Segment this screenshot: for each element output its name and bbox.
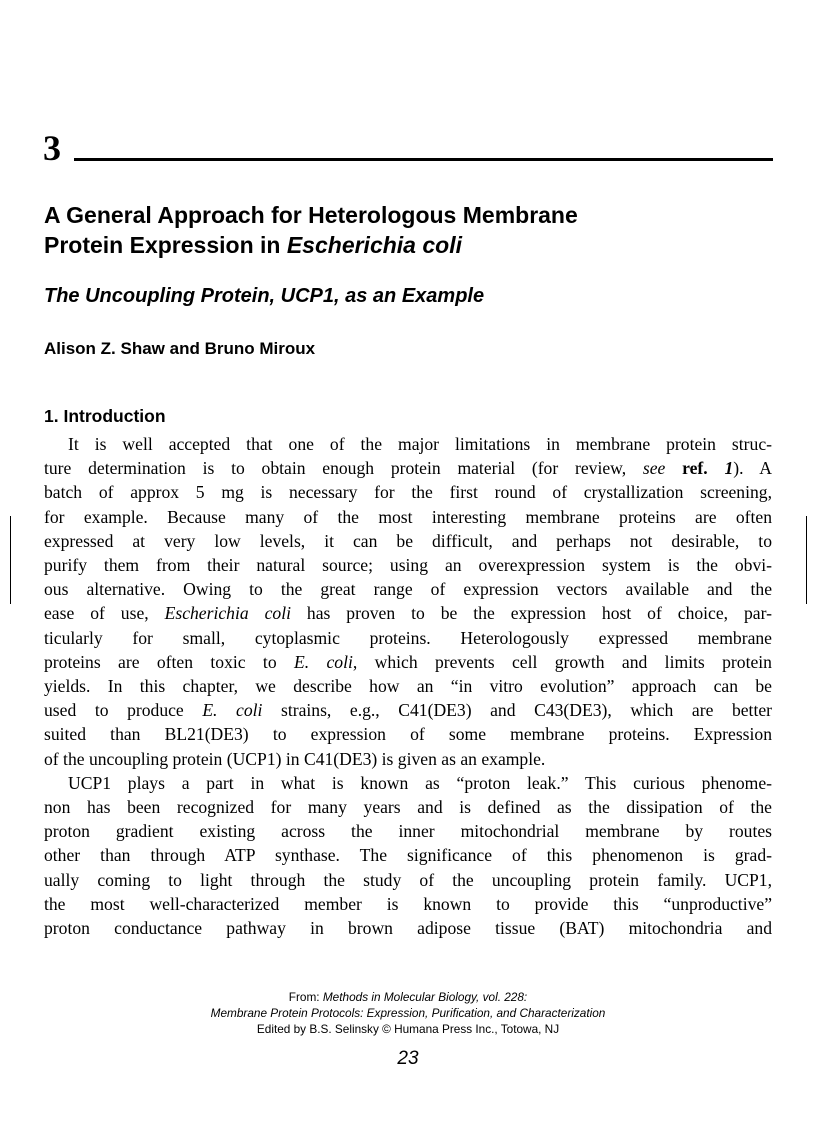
body-line: proton gradient existing across the inner mitochondrial membrane by routes	[44, 821, 772, 842]
footer-series: Methods in Molecular Biology, vol. 228:	[322, 990, 528, 1004]
body-line: suited than BL21(DE3) to expression of some membrane proteins. Expression	[44, 724, 772, 745]
chapter-rule	[74, 158, 773, 161]
body-line: ticularly for small, cytoplasmic proteins. Heterologously expressed membrane	[44, 627, 772, 648]
body-line	[44, 650, 772, 674]
footer-book-title: Membrane Protein Protocols: Expression, Purification, and Characterization	[210, 1006, 606, 1020]
body-text-run: strains, e.g., C41(DE3) and C43(DE3), which are better	[262, 700, 773, 721]
body-text-run: has proven to be the expression host of choice, par-	[290, 603, 772, 624]
body-line: ous alternative. Owing to the great range of expression vectors available and the	[44, 579, 772, 600]
body-line: other than through ATP synthase. The significance of this phenomenon is grad-	[44, 845, 772, 866]
body-line: the most well-characterized member is known to provide this “unproductive”	[44, 893, 772, 914]
body-line: It is well accepted that one of the major limitations in membrane protein struc-	[68, 434, 772, 454]
body-line: non has been recognized for many years and is defined as the dissipation of the	[44, 797, 772, 818]
chapter-title	[44, 200, 784, 260]
body-italic-run: E. coli	[202, 700, 263, 721]
footer-source-line-2	[0, 1005, 816, 1021]
body-line: expressed at very low levels, it can be difficult, and perhaps not desirable, to	[44, 530, 772, 551]
body-line: proton conductance pathway in brown adipose tissue (BAT) mitochondria and	[44, 918, 772, 939]
title-line-2-prefix: Protein Expression in	[44, 232, 287, 258]
chapter-number: 3	[43, 128, 61, 168]
body-text-run: ). A	[733, 458, 772, 479]
body-line: yields. In this chapter, we describe how an “in vitro evolution” approach can be	[44, 676, 772, 697]
body-text-run: , which prevents cell growth and limits protein	[352, 651, 772, 672]
reference-number: 1	[724, 458, 734, 479]
body-text-run: ease of use,	[44, 603, 165, 624]
body-text-run: ture determination is to obtain enough protein material (for review,	[44, 458, 643, 479]
authors: Alison Z. Shaw and Bruno Miroux	[44, 339, 316, 358]
body-italic-run: see	[642, 458, 666, 479]
body-line	[44, 698, 772, 722]
left-margin-bar	[10, 516, 11, 604]
body-line: of the uncoupling protein (UCP1) in C41(DE3) is given as an example.	[44, 748, 546, 769]
section-heading-introduction: 1. Introduction	[44, 406, 166, 426]
body-line: UCP1 plays a part in what is known as “proton leak.” This curious phenome-	[68, 772, 772, 793]
body-line: ually coming to light through the study of the uncoupling protein family. UCP1,	[44, 869, 772, 890]
title-line-2-italic: Escherichia coli	[286, 232, 462, 258]
body-line: for example. Because many of the most interesting membrane proteins are often	[44, 506, 772, 527]
body-line	[44, 456, 772, 480]
footer-edited-by: Edited by B.S. Selinsky © Humana Press Inc., Totowa, NJ	[256, 1022, 560, 1036]
reference-label: ref.	[682, 458, 708, 479]
page-number: 23	[397, 1048, 419, 1069]
title-line-1: A General Approach for Heterologous Membrane	[44, 202, 578, 228]
footer-from-label: From:	[288, 990, 323, 1004]
body-text-run: used to produce	[44, 700, 203, 721]
introduction-body	[44, 432, 772, 940]
body-text-run: proteins are often toxic to	[44, 651, 294, 672]
body-italic-run: E. coli	[293, 651, 353, 672]
body-line	[44, 601, 772, 625]
footer-source-line-1	[0, 989, 816, 1005]
chapter-subtitle: The Uncoupling Protein, UCP1, as an Example	[44, 285, 485, 307]
body-line: batch of approx 5 mg is necessary for the first round of crystallization screening,	[44, 482, 772, 503]
body-line: purify them from their natural source; using an overexpression system is the obvi-	[44, 555, 772, 576]
right-margin-bar	[806, 516, 807, 604]
body-italic-run: Escherichia coli	[164, 603, 291, 624]
